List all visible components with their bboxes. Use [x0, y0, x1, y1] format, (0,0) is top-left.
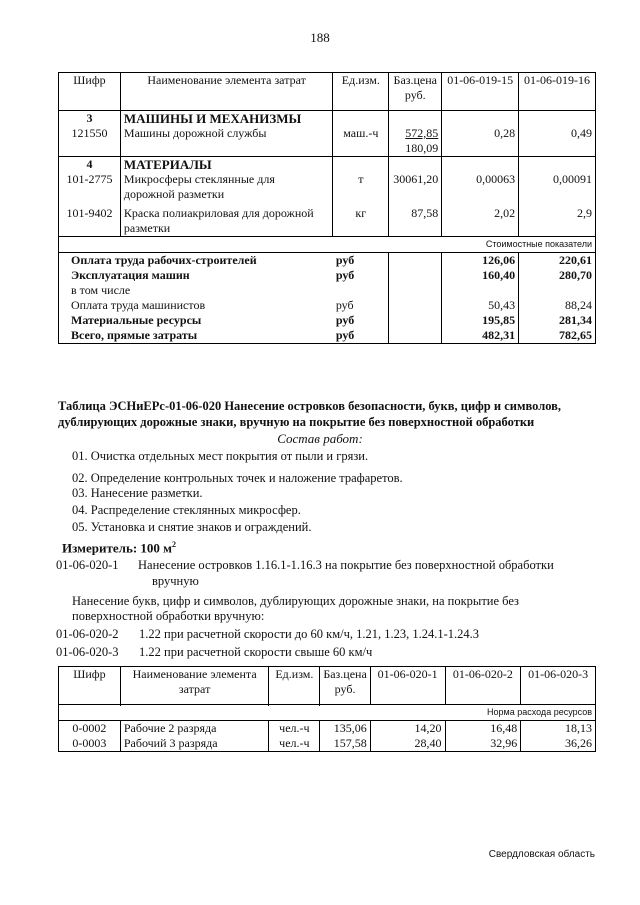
row-value-1: 2,02	[442, 202, 519, 237]
region-footer: Свердловская область	[488, 849, 595, 860]
header-code: Шифр	[59, 73, 121, 111]
row-value-2: 16,48	[445, 721, 521, 737]
row-value-1: 14,20	[370, 721, 445, 737]
row-name	[120, 172, 332, 202]
row-name: Рабочие 2 разряда	[120, 721, 269, 737]
header-col1: 01-06-019-15	[442, 73, 519, 111]
header-name: Наименование элемента затрат	[120, 73, 332, 111]
section-row	[59, 157, 596, 173]
header-price-line2: руб.	[334, 682, 356, 696]
summary-name: Оплата труда машинистов	[59, 298, 333, 313]
resource-table-020	[58, 666, 596, 752]
table-title-line2: дублирующих дорожные знаки, вручную на покрытие без поверхностной обработки	[58, 415, 535, 429]
row-name-line1: Микросферы стеклянные для	[123, 172, 275, 186]
summary-name: Оплата труда рабочих-строителей	[59, 253, 333, 269]
summary-unit: руб	[333, 298, 389, 313]
measure-unit	[62, 540, 176, 556]
item-description: 1.22 при расчетной скорости свыше 60 км/ч	[139, 645, 373, 659]
operation-item: 05. Установка и снятие знаков и ограждений.	[72, 520, 312, 534]
table-row	[59, 736, 596, 752]
item-description	[138, 558, 554, 573]
row-value-2: 0,49	[519, 126, 596, 157]
row-name-line1: Краска полиакриловая для дорожной	[123, 206, 314, 220]
header-code: Шифр	[59, 667, 121, 705]
summary-value-2: 782,65	[519, 328, 596, 344]
table-row	[59, 202, 596, 237]
row-code: 101-2775	[59, 172, 121, 202]
item-description-line2: вручную	[152, 574, 199, 588]
resource-table-019	[58, 72, 596, 344]
row-price: 157,58	[320, 736, 370, 752]
item-description: 1.22 при расчетной скорости до 60 км/ч, 1.21, 1.23, 1.24.1-1.24.3	[139, 627, 480, 641]
row-name: Рабочий 3 разряда	[120, 736, 269, 752]
row-code: 0-0003	[59, 736, 121, 752]
row-unit: чел.-ч	[269, 736, 320, 752]
summary-value-1: 482,31	[442, 328, 519, 344]
row-unit: т	[333, 172, 389, 202]
section-row	[59, 111, 596, 127]
operation-item: 04. Распределение стеклянных микросфер.	[72, 503, 301, 517]
cost-label-row	[59, 237, 596, 253]
item-code: 01-06-020-3	[56, 645, 119, 659]
cost-indicators-label: Стоимостные показатели	[442, 237, 596, 253]
summary-row	[59, 328, 596, 344]
section-title: МАШИНЫ И МЕХАНИЗМЫ	[120, 111, 332, 127]
summary-name: в том числе	[59, 283, 333, 298]
summary-row	[59, 313, 596, 328]
header-price-line1: Баз.цена	[323, 667, 367, 681]
header-col3: 01-06-020-3	[521, 667, 596, 705]
row-value-1: 0,28	[442, 126, 519, 157]
note-line2: поверхностной обработки вручную:	[72, 609, 265, 623]
row-price: 30061,20	[389, 172, 442, 202]
row-code: 101-9402	[59, 202, 121, 237]
measure-superscript: 2	[172, 540, 177, 549]
row-price-main: 572,85	[405, 126, 439, 140]
header-name-line2: затрат	[178, 682, 211, 696]
table-row	[59, 721, 596, 737]
operation-item: 01. Очистка отдельных мест покрытия от пыли и грязи.	[72, 449, 369, 463]
table-row	[59, 126, 596, 157]
row-value-3: 18,13	[521, 721, 596, 737]
header-name-line1: Наименование элемента	[132, 667, 257, 681]
work-composition-heading: Состав работ:	[277, 431, 363, 446]
header-name	[120, 667, 269, 705]
summary-value-2: 88,24	[519, 298, 596, 313]
operation-item: 02. Определение контрольных точек и наложение трафаретов.	[72, 471, 403, 485]
summary-row	[59, 298, 596, 313]
header-col2: 01-06-020-2	[445, 667, 521, 705]
summary-value-1: 126,06	[442, 253, 519, 269]
row-value-2: 0,00091	[519, 172, 596, 202]
row-price	[389, 126, 442, 157]
summary-unit: руб	[333, 328, 389, 344]
norm-label-row	[59, 705, 596, 721]
summary-value-1: 195,85	[442, 313, 519, 328]
row-value-2: 2,9	[519, 202, 596, 237]
header-price: Баз.цена руб.	[389, 73, 442, 111]
row-code: 121550	[59, 126, 121, 157]
summary-value-2: 281,34	[519, 313, 596, 328]
header-col1: 01-06-020-1	[370, 667, 445, 705]
row-price: 135,06	[320, 721, 370, 737]
header-unit: Ед.изм.	[269, 667, 320, 705]
summary-unit: руб	[333, 313, 389, 328]
row-name-line2: разметки	[123, 221, 171, 235]
row-code: 0-0002	[59, 721, 121, 737]
row-price-secondary: 180,09	[405, 141, 439, 155]
row-name	[120, 202, 332, 237]
item-description-line1: Нанесение островков 1.16.1-1.16.3 на покрытие без поверхностной обработки	[138, 558, 554, 572]
norm-label: Норма расхода ресурсов	[370, 705, 595, 721]
note-line1: Нанесение букв, цифр и символов, дублирующих дорожные знаки, на покрытие без	[72, 594, 519, 608]
summary-row	[59, 253, 596, 269]
row-value-1: 28,40	[370, 736, 445, 752]
item-code: 01-06-020-2	[56, 627, 119, 641]
row-name: Машины дорожной службы	[120, 126, 332, 157]
table-title-line1: Таблица ЭСНиЕРс-01-06-020 Нанесение островков безопасности, букв, цифр и символов,	[58, 399, 562, 413]
summary-value-2: 220,61	[519, 253, 596, 269]
page-number: 188	[310, 30, 330, 45]
summary-unit: руб	[333, 253, 389, 269]
table-row	[59, 172, 596, 202]
row-unit: чел.-ч	[269, 721, 320, 737]
row-name-line2: дорожной разметки	[123, 187, 225, 201]
summary-row	[59, 283, 596, 298]
header-price	[320, 667, 370, 705]
summary-value-1: 160,40	[442, 268, 519, 283]
row-price: 87,58	[389, 202, 442, 237]
header-unit: Ед.изм.	[333, 73, 389, 111]
row-value-1: 0,00063	[442, 172, 519, 202]
item-code: 01-06-020-1	[56, 558, 119, 572]
summary-value-2: 280,70	[519, 268, 596, 283]
summary-name: Всего, прямые затраты	[59, 328, 333, 344]
summary-name: Эксплуатация машин	[59, 268, 333, 283]
section-title: МАТЕРИАЛЫ	[120, 157, 332, 173]
section-number: 4	[59, 157, 121, 173]
operation-item: 03. Нанесение разметки.	[72, 486, 203, 500]
row-value-2: 32,96	[445, 736, 521, 752]
row-value-3: 36,26	[521, 736, 596, 752]
summary-name: Материальные ресурсы	[59, 313, 333, 328]
section-number: 3	[59, 111, 121, 127]
row-unit: маш.-ч	[333, 126, 389, 157]
summary-value-1: 50,43	[442, 298, 519, 313]
summary-row	[59, 268, 596, 283]
measure-label: Измеритель: 100 м	[62, 540, 173, 556]
summary-unit: руб	[333, 268, 389, 283]
row-unit: кг	[333, 202, 389, 237]
header-col2: 01-06-019-16	[519, 73, 596, 111]
table-title	[58, 398, 588, 430]
